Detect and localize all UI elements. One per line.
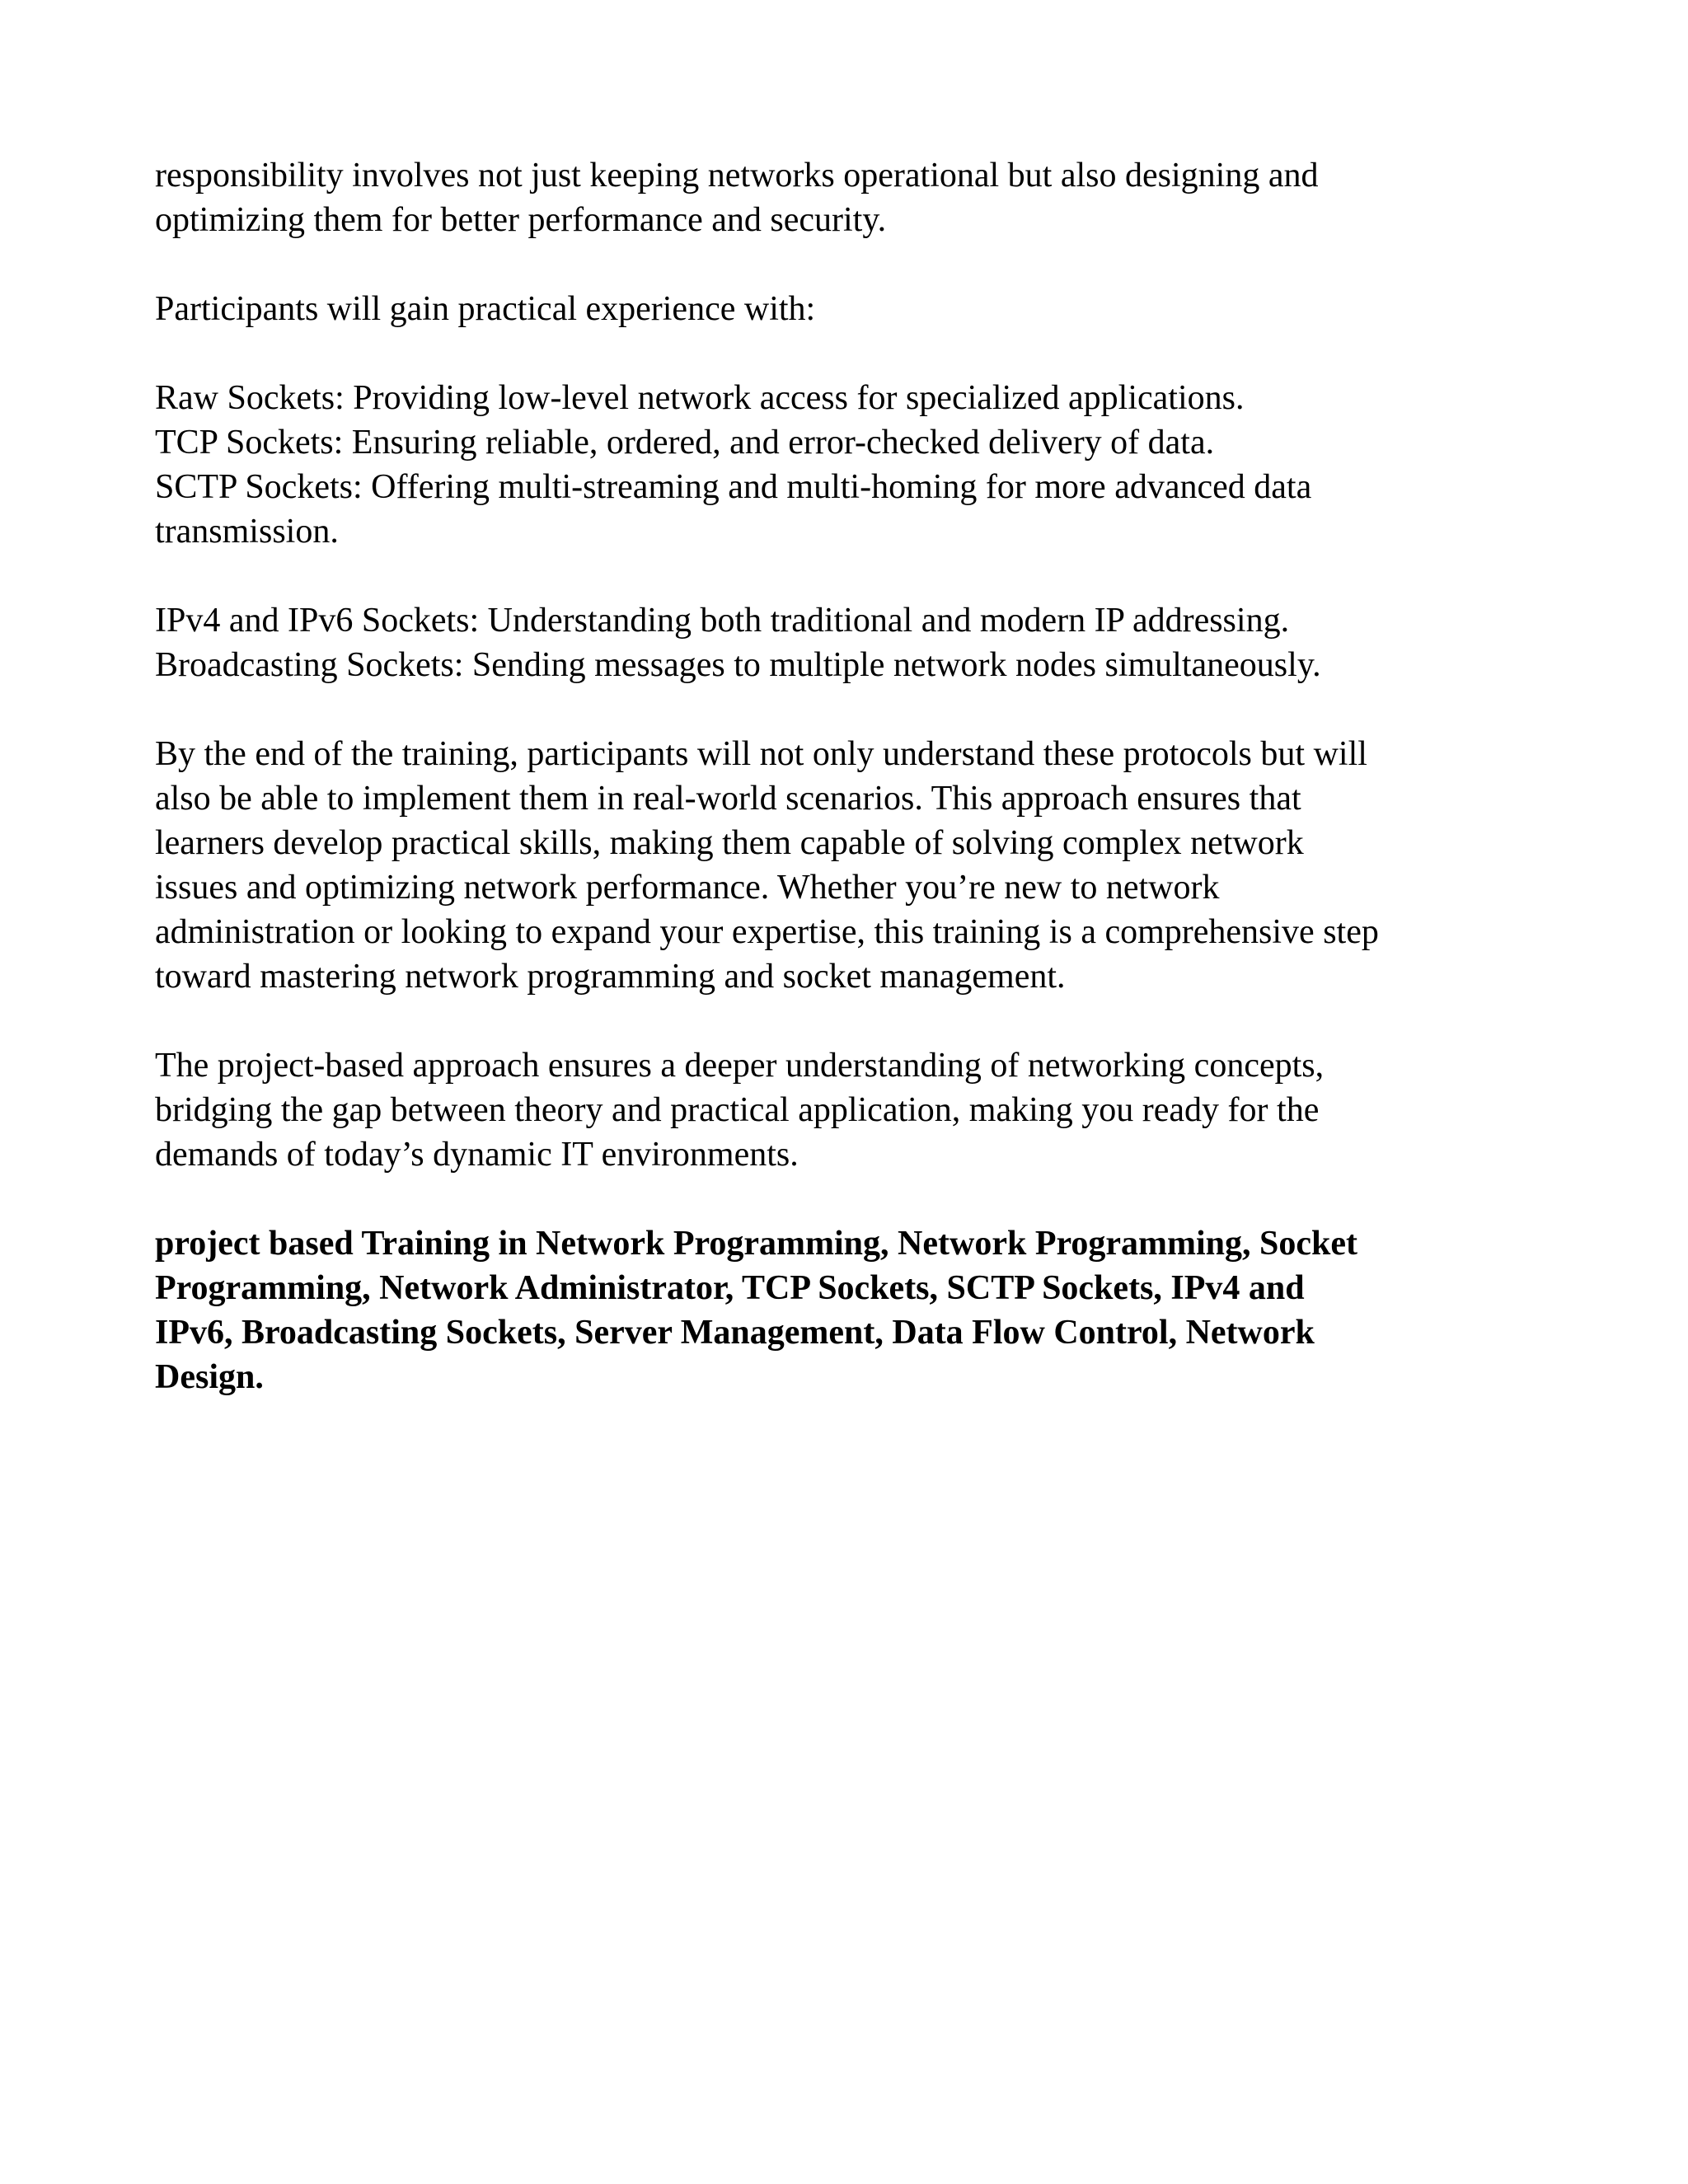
- text-line: The project-based approach ensures a deeper understanding of networking concepts,: [155, 1047, 1325, 1085]
- text-line: project based Training in Network Programming, Network Programming, Socket: [155, 1225, 1357, 1263]
- text-line: Design.: [155, 1358, 264, 1396]
- text-line: IPv4 and IPv6 Sockets: Understanding both traditional and modern IP addressing.: [155, 602, 1290, 640]
- document-body: [155, 153, 1531, 1444]
- text-line: SCTP Sockets: Offering multi-streaming and multi-homing for more advanced data: [155, 468, 1312, 506]
- paragraph-intro-list: [155, 287, 1531, 331]
- text-line: issues and optimizing network performance. Whether you’re new to network: [155, 869, 1220, 907]
- text-line: Raw Sockets: Providing low-level network access for specialized applications.: [155, 379, 1245, 417]
- text-line: learners develop practical skills, making them capable of solving complex network: [155, 824, 1304, 862]
- text-line: responsibility involves not just keeping networks operational but also designing and: [155, 157, 1319, 194]
- text-line: By the end of the training, participants will not only understand these protocols but will: [155, 735, 1367, 773]
- text-line: Broadcasting Sockets: Sending messages to multiple network nodes simultaneously.: [155, 646, 1321, 684]
- text-line: transmission.: [155, 513, 339, 551]
- paragraph-keywords: [155, 1221, 1531, 1399]
- text-line: Programming, Network Administrator, TCP Sockets, SCTP Sockets, IPv4 and: [155, 1269, 1305, 1307]
- paragraph-outcomes: [155, 732, 1531, 999]
- paragraph-socket-types: [155, 376, 1531, 554]
- text-line: TCP Sockets: Ensuring reliable, ordered, and error-checked delivery of data.: [155, 424, 1215, 462]
- text-line: administration or looking to expand your expertise, this training is a comprehensive step: [155, 913, 1379, 951]
- paragraph-ip-broadcast: [155, 598, 1531, 687]
- text-line: also be able to implement them in real-world scenarios. This approach ensures that: [155, 780, 1301, 818]
- text-line: IPv6, Broadcasting Sockets, Server Management, Data Flow Control, Network: [155, 1314, 1315, 1352]
- text-line: optimizing them for better performance and security.: [155, 201, 887, 239]
- text-line: toward mastering network programming and socket management.: [155, 958, 1066, 996]
- text-line: Participants will gain practical experience with:: [155, 290, 816, 328]
- text-line: demands of today’s dynamic IT environments.: [155, 1136, 799, 1174]
- text-line: bridging the gap between theory and practical application, making you ready for the: [155, 1091, 1320, 1129]
- paragraph-responsibility: [155, 153, 1531, 242]
- paragraph-project-approach: [155, 1043, 1531, 1177]
